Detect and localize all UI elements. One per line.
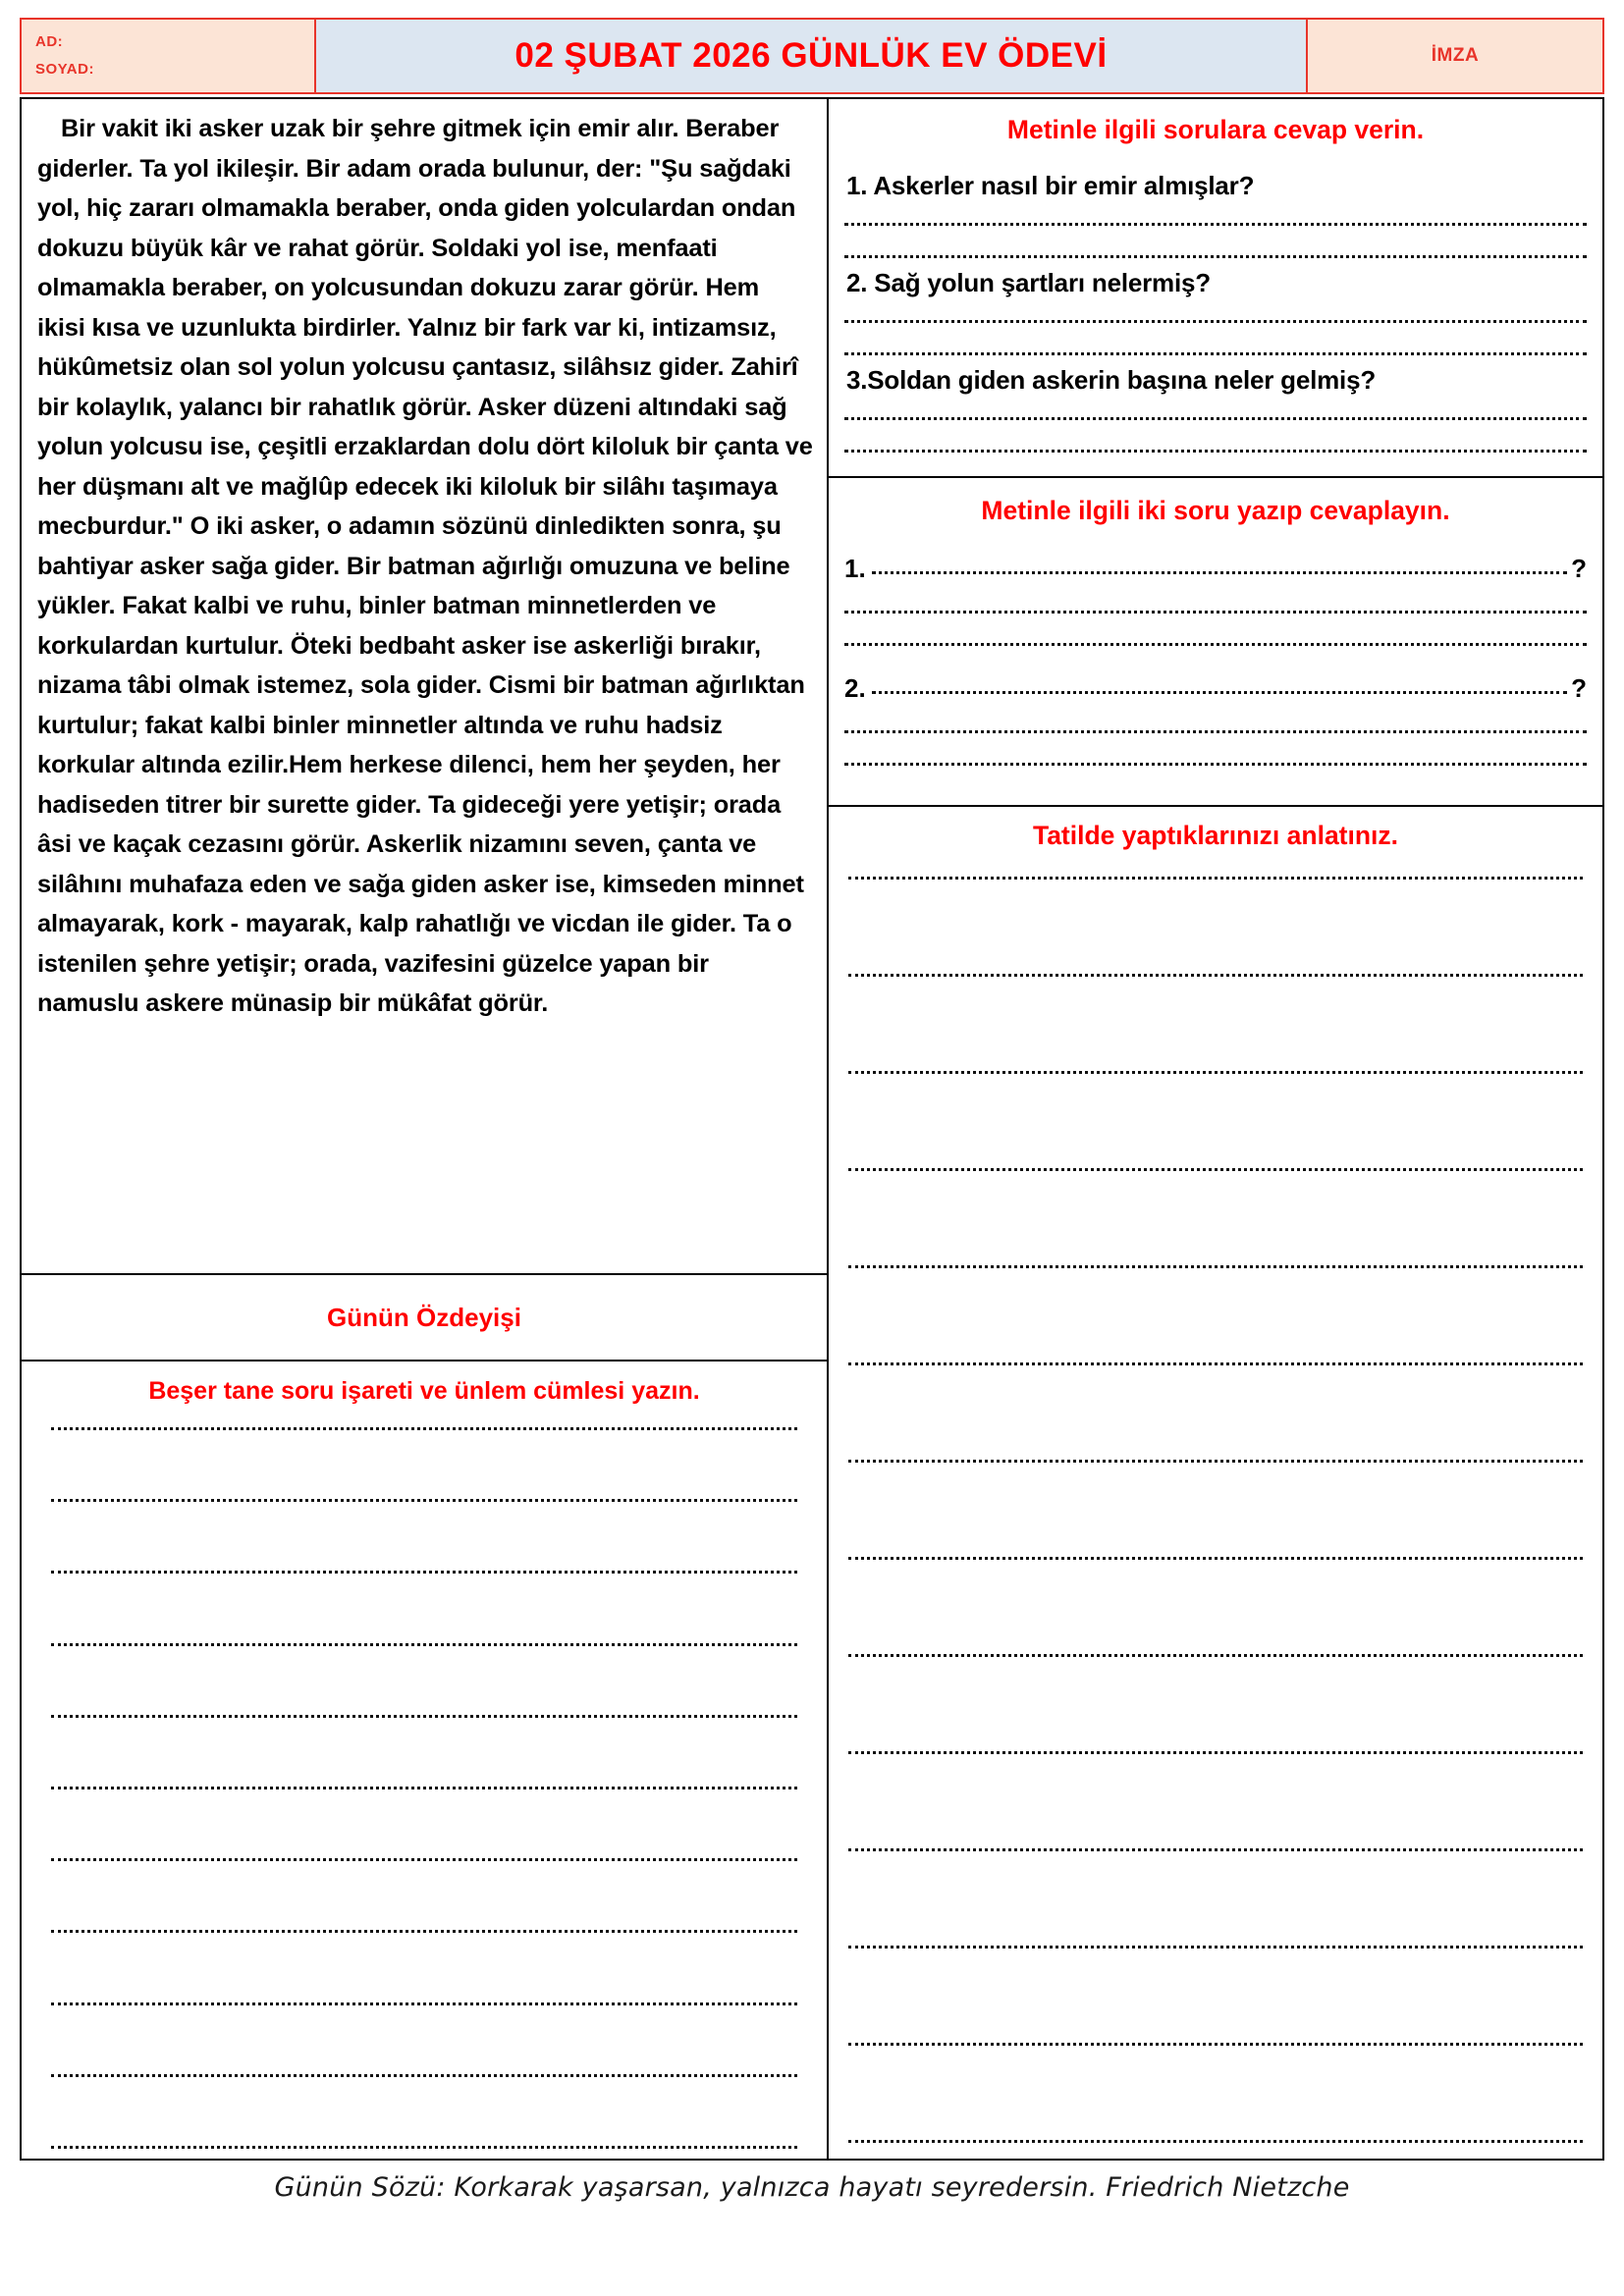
question-item bbox=[844, 268, 1587, 355]
writing-line[interactable] bbox=[844, 643, 1587, 646]
writing-line[interactable] bbox=[848, 1848, 1583, 1851]
writing-line[interactable] bbox=[848, 974, 1583, 977]
footer-quote-bar bbox=[20, 2163, 1604, 2203]
writing-line[interactable] bbox=[848, 1557, 1583, 1560]
writing-line[interactable] bbox=[848, 1168, 1583, 1171]
writing-line[interactable] bbox=[51, 1930, 797, 1933]
comprehension-questions-section bbox=[829, 99, 1602, 476]
worksheet-body bbox=[20, 97, 1604, 2161]
writing-line[interactable] bbox=[848, 877, 1583, 880]
writing-line[interactable] bbox=[844, 611, 1587, 614]
writing-line[interactable] bbox=[848, 2140, 1583, 2143]
question-answer-lines[interactable] bbox=[844, 223, 1587, 258]
writing-line[interactable] bbox=[848, 1751, 1583, 1754]
holiday-essay-title: Tatilde yaptıklarınızı anlatınız. bbox=[1032, 821, 1399, 850]
question-item bbox=[844, 365, 1587, 453]
writing-line[interactable] bbox=[844, 763, 1587, 766]
name-label: AD: bbox=[35, 32, 64, 50]
question-number: 1. bbox=[844, 554, 866, 583]
page-title: 02 ŞUBAT 2026 GÜNLÜK EV ÖDEVİ bbox=[514, 36, 1108, 75]
question-text: 3.Soldan giden askerin başına neler gelmiş? bbox=[846, 365, 1377, 395]
writing-line[interactable] bbox=[872, 571, 1567, 574]
question-answer-lines[interactable] bbox=[844, 417, 1587, 453]
write-two-questions-list bbox=[844, 556, 1587, 766]
punctuation-exercise-section bbox=[22, 1360, 827, 2159]
writing-line[interactable] bbox=[51, 2002, 797, 2005]
writing-line[interactable] bbox=[51, 1858, 797, 1861]
footer-quote: Günün Sözü: Korkarak yaşarsan, yalnızca hayatı seyredersin. Friedrich Nietzche bbox=[274, 2172, 1350, 2203]
question-text: 2. Sağ yolun şartları nelermiş? bbox=[846, 268, 1211, 297]
reading-passage-text: Bir vakit iki asker uzak bir şehre gitmek için emir alır. Beraber giderler. Ta yol ikileşir. Bir adam orada bulunur, der: "Şu sağdaki yol, hiç zararı olmamakla beraber, onda giden yolculardan ondan dokuzu büyük kâr ve rahat görür. Soldaki yol ise, menfaati olmamakla beraber, on yolcusundan dokuzu zarar görür. Hem ikisi kısa ve uzunlukta birdirler. Yalnız bir fark var ki, intizamsız, hükûmetsiz olan sol yolun yolcusu çantasız, silâhsız gider. Zahirî bir kolaylık, yalancı bir rahatlık görür. Asker düzeni altındaki sağ yolun yolcusu ise, çeşitli erzaklardan dolu dört kiloluk bir çanta ve her düşmanı alt ve mağlûp edecek iki kiloluk bir silâhı taşımaya mecburdur." O iki asker, o adamın sözünü dinledikten sonra, şu bahtiyar asker sağa gider. Bir batman ağırlığı omuzuna ve beline yükler. Fakat kalbi ve ruhu, binler batman minnetlerden ve korkulardan kurtulur. Öteki bedbaht asker ise askerliği bırakır, nizama tâbi olmak istemez, sola gider. Cismi bir batman ağırlıktan kurtulur; fakat kalbi binler minnetler altında ve ruhu hadsiz korkular altında ezilir.Hem herkese dilenci, hem her şeyden, her hadiseden titrer bir surette gider. Ta gideceği yere yetişir; orada âsi ve kaçak cezasını görür. Askerlik nizamını seven, çanta ve silâhını muhafaza eden ve sağa giden asker ise, kimseden minnet almayarak, kork - mayarak, kalp rahatlığı ve vicdan ile gider. Ta o istenilen şehre yetişir; orada, vazifesini güzelce yapan bir namuslu askere münasip bir mükâfat görür. bbox=[37, 115, 813, 1017]
write-two-questions-section bbox=[829, 476, 1602, 805]
writing-line[interactable] bbox=[51, 1643, 797, 1646]
daily-aphorism-title: Günün Özdeyişi bbox=[327, 1302, 521, 1332]
writing-line[interactable] bbox=[844, 320, 1587, 323]
writing-line[interactable] bbox=[844, 417, 1587, 420]
surname-label: SOYAD: bbox=[35, 61, 94, 78]
writing-line[interactable] bbox=[844, 255, 1587, 258]
writing-line[interactable] bbox=[51, 1427, 797, 1430]
writing-line[interactable] bbox=[844, 730, 1587, 733]
writing-line[interactable] bbox=[51, 1715, 797, 1718]
writing-line[interactable] bbox=[844, 352, 1587, 355]
holiday-essay-lines[interactable] bbox=[829, 851, 1602, 2159]
holiday-essay-section bbox=[829, 805, 1602, 2159]
daily-aphorism-section[interactable] bbox=[22, 1273, 827, 1360]
punctuation-exercise-title: Beşer tane soru işareti ve ünlem cümlesi yazın. bbox=[148, 1377, 700, 1405]
write-two-questions-title: Metinle ilgili iki soru yazıp cevaplayın. bbox=[981, 496, 1450, 525]
writing-line[interactable] bbox=[872, 691, 1567, 694]
writing-line[interactable] bbox=[848, 1654, 1583, 1657]
student-name-cell[interactable] bbox=[22, 20, 316, 92]
reading-passage bbox=[22, 99, 827, 1273]
holiday-essay-title-wrap bbox=[829, 807, 1602, 851]
question-item bbox=[844, 171, 1587, 258]
left-column bbox=[22, 99, 829, 2159]
question-number: 2. bbox=[844, 673, 866, 703]
punctuation-exercise-lines[interactable] bbox=[22, 1406, 827, 2159]
writing-line[interactable] bbox=[844, 450, 1587, 453]
writing-line[interactable] bbox=[848, 1460, 1583, 1463]
comprehension-questions-list bbox=[844, 171, 1587, 453]
right-column bbox=[829, 99, 1602, 2159]
writing-line[interactable] bbox=[51, 2146, 797, 2149]
signature-label: İMZA bbox=[1431, 45, 1480, 66]
writing-line[interactable] bbox=[848, 1362, 1583, 1365]
writing-line[interactable] bbox=[51, 2074, 797, 2077]
page-header bbox=[20, 18, 1604, 94]
writing-line[interactable] bbox=[51, 1499, 797, 1502]
writing-line[interactable] bbox=[848, 1265, 1583, 1268]
worksheet-title-cell bbox=[316, 20, 1308, 92]
question-mark: ? bbox=[1571, 673, 1587, 703]
question-answer-lines[interactable] bbox=[844, 320, 1587, 355]
writing-line[interactable] bbox=[51, 1787, 797, 1789]
numbered-question-prompt[interactable] bbox=[844, 556, 1587, 581]
writing-line[interactable] bbox=[848, 1946, 1583, 1949]
writing-line[interactable] bbox=[51, 1571, 797, 1574]
question-text: 1. Askerler nasıl bir emir almışlar? bbox=[846, 171, 1255, 200]
writing-line[interactable] bbox=[844, 223, 1587, 226]
comprehension-questions-title: Metinle ilgili sorulara cevap verin. bbox=[1006, 115, 1425, 144]
numbered-question-prompt[interactable] bbox=[844, 675, 1587, 701]
signature-cell[interactable] bbox=[1308, 20, 1602, 92]
punctuation-exercise-title-wrap bbox=[22, 1362, 827, 1406]
writing-line[interactable] bbox=[848, 1071, 1583, 1074]
question-mark: ? bbox=[1571, 554, 1587, 583]
writing-line[interactable] bbox=[848, 2043, 1583, 2046]
